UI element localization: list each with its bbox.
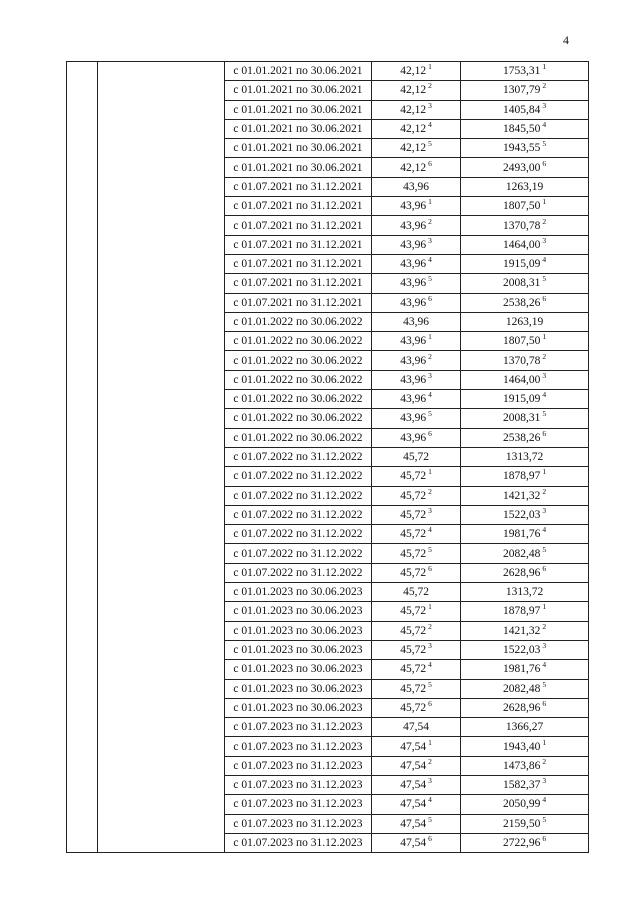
rate-footnote-mark: 4 [428,795,432,805]
rate-cell [372,81,461,100]
rate-value: 43,96 [400,238,427,251]
amount-value: 1307,79 [502,84,541,97]
rate-value: 45,72 [400,470,427,483]
rate-cell [372,158,461,177]
rate-footnote-mark: 3 [428,100,432,110]
rate-value: 43,96 [400,393,427,406]
amount-footnote-mark: 1 [542,332,547,342]
amount-cell [461,216,589,235]
amount-cell [461,351,589,370]
amount-cell [461,428,589,447]
amount-value: 1981,76 [502,528,541,541]
rate-cell [372,216,461,235]
rate-cell [372,525,461,544]
period-cell: с 01.01.2023 по 30.06.2023 [225,621,372,640]
empty-cell-col2 [98,62,225,853]
amount-cell [461,177,589,196]
period-cell: с 01.07.2022 по 31.12.2022 [225,467,372,486]
rate-value: 42,12 [400,65,427,78]
rate-cell [372,814,461,833]
rate-cell [372,332,461,351]
period-cell: с 01.07.2021 по 31.12.2021 [225,274,372,293]
rate-footnote-mark: 6 [428,158,432,168]
amount-value: 1366,27 [505,721,544,734]
rate-value: 47,54 [400,817,427,830]
rate-cell [372,679,461,698]
rate-cell [372,544,461,563]
period-cell: с 01.07.2021 по 31.12.2021 [225,293,372,312]
amount-footnote-mark: 1 [542,737,547,747]
amount-footnote-mark: 3 [542,235,547,245]
rate-value: 47,54 [400,779,427,792]
period-cell: с 01.07.2023 по 31.12.2023 [225,795,372,814]
rate-cell [372,795,461,814]
amount-value: 1370,78 [502,219,541,232]
rate-value: 45,72 [400,566,427,579]
period-cell: с 01.01.2023 по 30.06.2023 [225,660,372,679]
amount-cell [461,100,589,119]
amount-cell [461,525,589,544]
period-cell: с 01.07.2022 по 31.12.2022 [225,544,372,563]
rate-footnote-mark: 1 [428,332,432,342]
rate-value: 42,12 [400,123,427,136]
amount-cell [461,756,589,775]
amount-value: 1522,03 [502,644,541,657]
rate-value: 45,72 [400,644,427,657]
period-cell: с 01.07.2023 по 31.12.2023 [225,756,372,775]
period-cell: с 01.07.2023 по 31.12.2023 [225,718,372,737]
amount-cell [461,621,589,640]
amount-footnote-mark: 4 [542,525,547,535]
amount-cell [461,602,589,621]
amount-footnote-mark: 1 [542,62,547,72]
amount-cell [461,775,589,794]
amount-cell [461,640,589,659]
amount-cell [461,81,589,100]
rate-value: 43,96 [400,335,427,348]
period-cell: с 01.01.2022 по 30.06.2022 [225,312,372,331]
rate-value: 45,72 [400,547,427,560]
rate-value: 42,12 [400,84,427,97]
amount-value: 2628,96 [502,701,541,714]
amount-value: 1915,09 [502,258,541,271]
rate-footnote-mark: 6 [428,293,432,303]
rate-cell [372,254,461,273]
amount-value: 2008,31 [502,277,541,290]
rate-cell [372,390,461,409]
amount-value: 1981,76 [502,663,541,676]
tariff-table [66,61,589,853]
period-cell: с 01.01.2021 по 30.06.2021 [225,62,372,81]
rate-footnote-mark: 3 [428,505,432,515]
rate-footnote-mark: 3 [428,235,432,245]
amount-value: 2159,50 [502,817,541,830]
amount-cell [461,119,589,138]
period-cell: с 01.01.2023 по 30.06.2023 [225,602,372,621]
amount-cell [461,332,589,351]
period-cell: с 01.01.2021 по 30.06.2021 [225,81,372,100]
rate-value: 42,12 [400,103,427,116]
amount-cell [461,390,589,409]
rate-footnote-mark: 1 [428,197,432,207]
period-cell: с 01.07.2022 по 31.12.2022 [225,525,372,544]
amount-footnote-mark: 1 [542,467,547,477]
amount-value: 2008,31 [502,412,541,425]
period-cell: с 01.07.2021 по 31.12.2021 [225,216,372,235]
rate-footnote-mark: 3 [428,776,432,786]
rate-value: 45,72 [400,624,427,637]
rate-cell [372,660,461,679]
rate-footnote-mark: 2 [428,351,432,361]
amount-footnote-mark: 4 [542,120,547,130]
amount-cell [461,274,589,293]
amount-value: 1370,78 [502,354,541,367]
amount-cell [461,544,589,563]
period-cell: с 01.07.2021 по 31.12.2021 [225,235,372,254]
amount-footnote-mark: 1 [542,602,547,612]
rate-value: 43,96 [400,277,427,290]
amount-cell [461,563,589,582]
amount-value: 1263,19 [505,316,544,328]
table-row [67,62,589,81]
period-cell: с 01.01.2022 по 30.06.2022 [225,409,372,428]
rate-value: 43,96 [400,431,427,444]
tariff-table-body [67,62,589,853]
period-cell: с 01.01.2022 по 30.06.2022 [225,351,372,370]
amount-cell [461,583,589,602]
rate-value: 45,72 [400,663,427,676]
amount-footnote-mark: 3 [542,100,547,110]
rate-value: 42,12 [400,161,427,174]
amount-cell [461,718,589,737]
rate-footnote-mark: 2 [428,756,432,766]
amount-cell [461,409,589,428]
amount-value: 1807,50 [502,200,541,213]
amount-value: 1878,97 [502,470,541,483]
amount-value: 2050,99 [502,798,541,811]
amount-cell [461,447,589,466]
amount-value: 1915,09 [502,393,541,406]
amount-value: 1522,03 [502,508,541,521]
amount-footnote-mark: 5 [542,814,547,824]
rate-value: 43,96 [400,219,427,232]
amount-footnote-mark: 4 [542,390,547,400]
rate-footnote-mark: 4 [428,120,432,130]
rate-footnote-mark: 1 [428,62,432,72]
amount-cell [461,660,589,679]
amount-value: 1464,00 [502,238,541,251]
rate-cell [372,274,461,293]
amount-value: 2722,96 [502,837,541,850]
rate-footnote-mark: 5 [428,814,432,824]
rate-cell [372,139,461,158]
rate-footnote-mark: 5 [428,544,432,554]
rate-cell [372,602,461,621]
rate-cell [372,119,461,138]
amount-footnote-mark: 3 [542,505,547,515]
amount-footnote-mark: 5 [542,679,547,689]
period-cell: с 01.07.2022 по 31.12.2022 [225,447,372,466]
period-cell: с 01.01.2021 по 30.06.2021 [225,119,372,138]
amount-cell [461,486,589,505]
amount-value: 2628,96 [502,566,541,579]
amount-footnote-mark: 4 [542,795,547,805]
rate-cell [372,177,461,196]
rate-cell [372,100,461,119]
rate-cell [372,698,461,717]
amount-cell [461,833,589,852]
rate-cell [372,293,461,312]
rate-footnote-mark: 4 [428,525,432,535]
amount-footnote-mark: 5 [542,274,547,284]
amount-value: 1421,32 [502,489,541,502]
rate-value: 47,54 [400,798,427,811]
rate-footnote-mark: 5 [428,139,432,149]
rate-footnote-mark: 1 [428,602,432,612]
rate-cell [372,197,461,216]
amount-cell [461,293,589,312]
amount-footnote-mark: 5 [542,139,547,149]
amount-value: 1421,32 [502,624,541,637]
rate-value: 42,12 [400,142,427,155]
rate-footnote-mark: 3 [428,641,432,651]
period-cell: с 01.07.2023 по 31.12.2023 [225,775,372,794]
rate-footnote-mark: 2 [428,216,432,226]
rate-footnote-mark: 6 [428,428,432,438]
amount-value: 2538,26 [502,431,541,444]
period-cell: с 01.07.2021 по 31.12.2021 [225,177,372,196]
period-cell: с 01.01.2021 по 30.06.2021 [225,139,372,158]
amount-footnote-mark: 3 [542,776,547,786]
rate-cell [372,621,461,640]
amount-cell [461,814,589,833]
amount-footnote-mark: 4 [542,660,547,670]
rate-value: 43,96 [400,354,427,367]
rate-footnote-mark: 3 [428,370,432,380]
rate-value: 43,96 [400,258,427,271]
amount-cell [461,370,589,389]
amount-cell [461,197,589,216]
amount-footnote-mark: 6 [542,428,547,438]
amount-cell [461,679,589,698]
rate-value: 45,72 [400,528,427,541]
amount-cell [461,698,589,717]
period-cell: с 01.01.2022 по 30.06.2022 [225,428,372,447]
amount-value: 1313,72 [505,586,544,599]
amount-value: 2493,00 [502,161,541,174]
rate-cell [372,718,461,737]
period-cell: с 01.01.2022 по 30.06.2022 [225,370,372,389]
rate-cell [372,370,461,389]
amount-cell [461,312,589,331]
rate-cell [372,833,461,852]
amount-footnote-mark: 2 [542,351,547,361]
period-cell: с 01.07.2021 по 31.12.2021 [225,197,372,216]
rate-value: 47,54 [403,721,429,734]
rate-value: 43,96 [400,200,427,213]
period-cell: с 01.07.2021 по 31.12.2021 [225,254,372,273]
period-cell: с 01.07.2023 по 31.12.2023 [225,814,372,833]
rate-footnote-mark: 1 [428,737,432,747]
period-cell: с 01.01.2023 по 30.06.2023 [225,698,372,717]
amount-footnote-mark: 6 [542,563,547,573]
amount-value: 1753,31 [502,65,541,78]
rate-footnote-mark: 6 [428,834,432,844]
rate-cell [372,775,461,794]
period-cell: с 01.01.2022 по 30.06.2022 [225,390,372,409]
rate-footnote-mark: 2 [428,81,432,91]
rate-value: 43,96 [400,373,427,386]
rate-cell [372,409,461,428]
rate-footnote-mark: 6 [428,698,432,708]
rate-cell [372,351,461,370]
rate-value: 43,96 [403,316,429,328]
rate-cell [372,505,461,524]
page-number: 4 [563,33,569,47]
amount-footnote-mark: 2 [542,216,547,226]
amount-value: 1263,19 [505,180,544,193]
rate-value: 45,72 [400,508,427,521]
rate-cell [372,640,461,659]
rate-footnote-mark: 2 [428,621,432,631]
period-cell: с 01.01.2021 по 30.06.2021 [225,100,372,119]
rate-footnote-mark: 4 [428,255,432,265]
amount-value: 1845,50 [502,123,541,136]
amount-footnote-mark: 2 [542,81,547,91]
period-cell: с 01.07.2023 по 31.12.2023 [225,833,372,852]
period-cell: с 01.01.2023 по 30.06.2023 [225,583,372,602]
rate-cell [372,467,461,486]
rate-cell [372,447,461,466]
amount-footnote-mark: 4 [542,255,547,265]
rate-footnote-mark: 1 [428,467,432,477]
rate-footnote-mark: 4 [428,660,432,670]
rate-footnote-mark: 5 [428,679,432,689]
amount-footnote-mark: 5 [542,409,547,419]
amount-footnote-mark: 2 [542,621,547,631]
rate-value: 45,72 [403,451,429,464]
rate-value: 43,96 [400,412,427,425]
period-cell: с 01.01.2022 по 30.06.2022 [225,332,372,351]
period-cell: с 01.07.2022 по 31.12.2022 [225,486,372,505]
amount-footnote-mark: 3 [542,641,547,651]
amount-value: 2538,26 [502,296,541,309]
amount-cell [461,254,589,273]
amount-value: 1807,50 [502,335,541,348]
rate-value: 47,54 [400,759,427,772]
amount-cell [461,235,589,254]
period-cell: с 01.07.2022 по 31.12.2022 [225,505,372,524]
rate-value: 43,96 [403,180,429,193]
rate-footnote-mark: 6 [428,563,432,573]
amount-cell [461,158,589,177]
empty-cell-col1 [67,62,98,853]
amount-value: 1313,72 [505,451,544,464]
rate-footnote-mark: 2 [428,486,432,496]
amount-cell [461,737,589,756]
rate-value: 45,72 [400,605,427,618]
amount-cell [461,62,589,81]
rate-cell [372,756,461,775]
rate-footnote-mark: 5 [428,274,432,284]
amount-value: 1582,37 [502,779,541,792]
amount-cell [461,139,589,158]
period-cell: с 01.01.2023 по 30.06.2023 [225,640,372,659]
amount-value: 2082,48 [502,547,541,560]
rate-value: 45,72 [403,586,429,599]
rate-cell [372,312,461,331]
amount-value: 2082,48 [502,682,541,695]
amount-cell [461,795,589,814]
rate-value: 43,96 [400,296,427,309]
rate-value: 45,72 [400,701,427,714]
amount-footnote-mark: 1 [542,197,547,207]
rate-cell [372,583,461,602]
amount-cell [461,505,589,524]
amount-footnote-mark: 6 [542,698,547,708]
amount-value: 1464,00 [502,373,541,386]
amount-footnote-mark: 6 [542,834,547,844]
amount-footnote-mark: 6 [542,293,547,303]
rate-cell [372,62,461,81]
amount-value: 1878,97 [502,605,541,618]
rate-value: 47,54 [400,837,427,850]
amount-footnote-mark: 2 [542,486,547,496]
period-cell: с 01.01.2023 по 30.06.2023 [225,679,372,698]
amount-value: 1943,55 [502,142,541,155]
rate-value: 45,72 [400,489,427,502]
rate-value: 45,72 [400,682,427,695]
amount-footnote-mark: 5 [542,544,547,554]
amount-value: 1405,84 [502,103,541,116]
amount-cell [461,467,589,486]
amount-value: 1473,86 [502,759,541,772]
rate-value: 47,54 [400,740,427,753]
rate-footnote-mark: 4 [428,390,432,400]
amount-value: 1943,40 [502,740,541,753]
rate-cell [372,235,461,254]
rate-cell [372,563,461,582]
period-cell: с 01.07.2023 по 31.12.2023 [225,737,372,756]
amount-footnote-mark: 2 [542,756,547,766]
period-cell: с 01.07.2022 по 31.12.2022 [225,563,372,582]
rate-cell [372,428,461,447]
amount-footnote-mark: 3 [542,370,547,380]
rate-footnote-mark: 5 [428,409,432,419]
amount-footnote-mark: 6 [542,158,547,168]
rate-cell [372,737,461,756]
period-cell: с 01.01.2021 по 30.06.2021 [225,158,372,177]
rate-cell [372,486,461,505]
